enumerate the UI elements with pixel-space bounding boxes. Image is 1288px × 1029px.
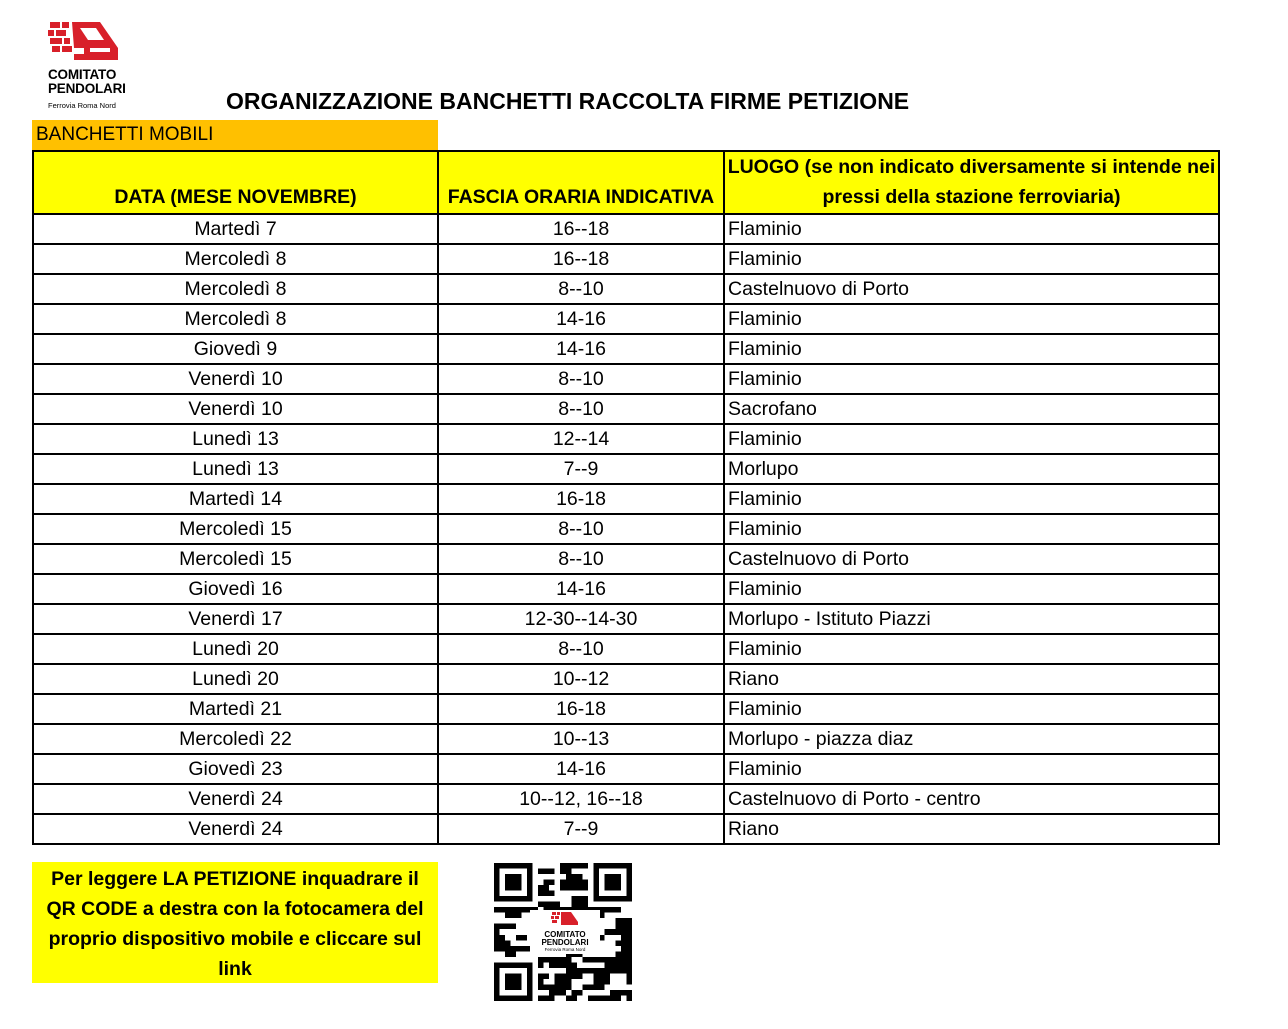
cell-time: 12--14 [438,424,724,454]
cell-date: Mercoledì 22 [33,724,438,754]
cell-date: Lunedì 13 [33,454,438,484]
cell-date: Venerdì 24 [33,814,438,844]
table-row [33,514,1219,544]
table-row [33,214,1219,244]
cell-place: Flaminio [724,754,1219,784]
cell-time: 14-16 [438,304,724,334]
table-row [33,634,1219,664]
table-row [33,604,1219,634]
table-row [33,664,1219,694]
cell-place: Riano [724,664,1219,694]
table-row [33,484,1219,514]
cell-time: 7--9 [438,814,724,844]
cell-time: 8--10 [438,364,724,394]
table-row [33,424,1219,454]
cell-place: Flaminio [724,244,1219,274]
header-place: LUOGO (se non indicato diversamente si intende nei pressi della stazione ferroviaria) [724,151,1219,214]
table-row [33,784,1219,814]
cell-date: Lunedì 20 [33,634,438,664]
cell-time: 16-18 [438,484,724,514]
train-logo-icon [44,18,124,64]
qr-logo-line-2: PENDOLARI [541,938,589,947]
cell-date: Venerdì 24 [33,784,438,814]
cell-place: Castelnuovo di Porto - centro [724,784,1219,814]
cell-time: 8--10 [438,544,724,574]
cell-place: Flaminio [724,574,1219,604]
table-row [33,244,1219,274]
cell-time: 10--12 [438,664,724,694]
cell-place: Flaminio [724,634,1219,664]
committee-logo [44,18,124,118]
table-row [33,454,1219,484]
cell-time: 8--10 [438,394,724,424]
cell-time: 8--10 [438,514,724,544]
table-row [33,364,1219,394]
cell-time: 10--12, 16--18 [438,784,724,814]
cell-place: Flaminio [724,334,1219,364]
qr-center-logo [530,910,600,954]
cell-place: Flaminio [724,364,1219,394]
cell-time: 16--18 [438,214,724,244]
table-header-row [33,151,1219,214]
table-row [33,694,1219,724]
cell-date: Mercoledì 8 [33,304,438,334]
table-row [33,274,1219,304]
cell-place: Flaminio [724,484,1219,514]
cell-date: Giovedì 23 [33,754,438,784]
cell-date: Venerdì 17 [33,604,438,634]
table-row [33,304,1219,334]
cell-place: Flaminio [724,304,1219,334]
cell-time: 10--13 [438,724,724,754]
page-title: ORGANIZZAZIONE BANCHETTI RACCOLTA FIRME PETIZIONE [226,88,910,114]
table-row [33,544,1219,574]
cell-time: 16--18 [438,244,724,274]
section-label: BANCHETTI MOBILI [32,120,438,150]
cell-date: Mercoledì 8 [33,274,438,304]
logo-line-1: COMITATO [48,67,117,82]
cell-date: Lunedì 20 [33,664,438,694]
logo-subtitle: Ferrovia Roma Nord [48,101,116,110]
header-date: DATA (MESE NOVEMBRE) [33,151,438,214]
cell-time: 14-16 [438,574,724,604]
cell-place: Flaminio [724,214,1219,244]
table-row [33,724,1219,754]
cell-place: Flaminio [724,424,1219,454]
cell-date: Mercoledì 15 [33,544,438,574]
header-time: FASCIA ORARIA INDICATIVA [438,151,724,214]
cell-date: Giovedì 9 [33,334,438,364]
cell-time: 16-18 [438,694,724,724]
cell-place: Morlupo - piazza diaz [724,724,1219,754]
cell-place: Flaminio [724,694,1219,724]
cell-time: 7--9 [438,454,724,484]
table-row [33,334,1219,364]
cell-time: 8--10 [438,634,724,664]
cell-time: 12-30--14-30 [438,604,724,634]
cell-place: Castelnuovo di Porto [724,274,1219,304]
cell-date: Venerdì 10 [33,364,438,394]
cell-place: Morlupo [724,454,1219,484]
cell-place: Flaminio [724,514,1219,544]
schedule-table [32,150,1220,845]
qr-train-logo-icon [550,910,580,926]
table-row [33,814,1219,844]
cell-time: 14-16 [438,334,724,364]
cell-date: Martedì 7 [33,214,438,244]
petition-note: Per leggere LA PETIZIONE inquadrare il QR CODE a destra con la fotocamera del proprio dispositivo mobile e cliccare sul link [32,862,438,983]
cell-place: Castelnuovo di Porto [724,544,1219,574]
qr-logo-line-1: COMITATO [544,930,586,939]
cell-date: Martedì 14 [33,484,438,514]
table-row [33,574,1219,604]
cell-time: 14-16 [438,754,724,784]
cell-date: Mercoledì 15 [33,514,438,544]
logo-line-2: PENDOLARI [48,81,126,96]
cell-date: Venerdì 10 [33,394,438,424]
table-row [33,394,1219,424]
cell-place: Riano [724,814,1219,844]
cell-date: Mercoledì 8 [33,244,438,274]
cell-date: Martedì 21 [33,694,438,724]
cell-date: Giovedì 16 [33,574,438,604]
cell-place: Morlupo - Istituto Piazzi [724,604,1219,634]
cell-place: Sacrofano [724,394,1219,424]
cell-time: 8--10 [438,274,724,304]
cell-date: Lunedì 13 [33,424,438,454]
table-row [33,754,1219,784]
qr-logo-subtitle: Ferrovia Roma Nord [544,947,586,952]
